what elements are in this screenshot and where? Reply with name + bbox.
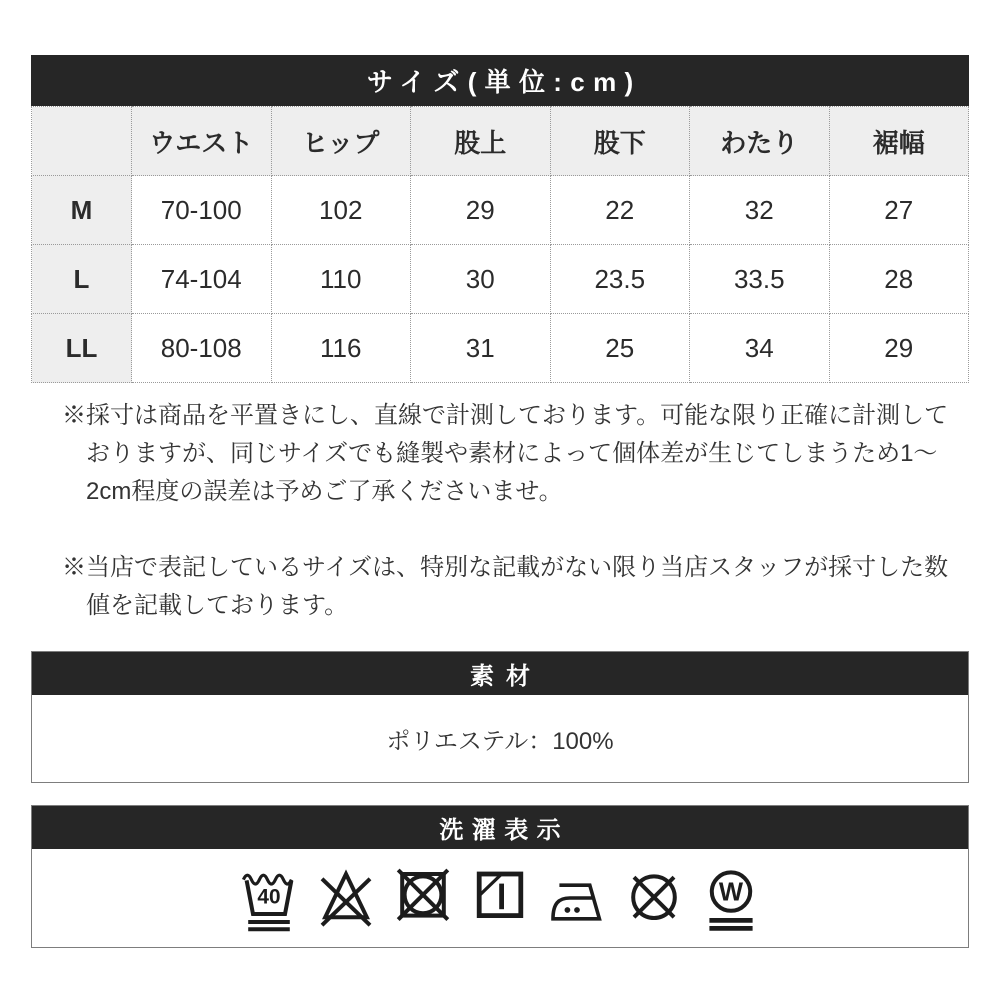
care-title: 洗濯表示 [439, 817, 569, 844]
do-not-bleach-icon [314, 861, 378, 935]
do-not-dry-clean-icon [622, 861, 686, 935]
size-label-m: M [32, 176, 132, 245]
cell-l-rise: 30 [411, 245, 551, 314]
cell-l-waist: 74-104 [132, 245, 272, 314]
table-header-row [32, 107, 969, 176]
table-row-l [32, 245, 969, 314]
column-header-inseam: 股下 [550, 107, 690, 176]
column-header-rise: 股上 [411, 107, 551, 176]
material-body [32, 695, 968, 782]
cell-l-inseam: 23.5 [550, 245, 690, 314]
column-header-waist: ウエスト [132, 107, 272, 176]
size-table [31, 106, 969, 383]
cell-ll-inseam: 25 [550, 314, 690, 383]
do-not-tumble-dry-icon [391, 861, 455, 935]
note-staff-measured [31, 549, 969, 625]
note-marker: ※ [62, 402, 86, 429]
material-title: 素材 [470, 663, 542, 690]
cell-m-thigh: 32 [690, 176, 830, 245]
wet-clean-letter: W [718, 878, 744, 907]
cell-m-waist: 70-100 [132, 176, 272, 245]
cell-l-hem: 28 [829, 245, 969, 314]
material-section [31, 651, 969, 783]
table-row-m [32, 176, 969, 245]
cell-m-rise: 29 [411, 176, 551, 245]
care-header-bar [32, 806, 968, 849]
wash-40c-mild-icon [237, 861, 301, 935]
note-text: 採寸は商品を平置きにし、直線で計測しております。可能な限り正確に計測しておりますが、同じサイズでも縫製や素材によって個体差が生じてしまうため1〜2cm程度の誤差は予めご了承くださいませ。 [86, 402, 949, 505]
cell-ll-waist: 80-108 [132, 314, 272, 383]
column-header-thigh: わたり [690, 107, 830, 176]
cell-l-hip: 110 [271, 245, 411, 314]
size-section-header-bar [31, 55, 969, 106]
column-header-hem: 裾幅 [829, 107, 969, 176]
measurement-notes [31, 397, 969, 625]
table-corner-cell [32, 107, 132, 176]
size-label-l: L [32, 245, 132, 314]
table-row-ll [32, 314, 969, 383]
size-label-ll: LL [32, 314, 132, 383]
cell-ll-hip: 116 [271, 314, 411, 383]
cell-m-hem: 27 [829, 176, 969, 245]
material-content: ポリエステル：100% [386, 728, 614, 755]
cell-l-thigh: 33.5 [690, 245, 830, 314]
drip-dry-in-shade-icon [468, 861, 532, 935]
column-header-hip: ヒップ [271, 107, 411, 176]
note-measurement-disclaimer [31, 397, 969, 511]
cell-ll-thigh: 34 [690, 314, 830, 383]
wet-clean-very-mild-icon [699, 861, 763, 935]
wash-temp-label: 40 [257, 885, 281, 909]
iron-medium-two-dots-icon [545, 861, 609, 935]
cell-m-inseam: 22 [550, 176, 690, 245]
material-header-bar [32, 652, 968, 695]
content-area [31, 55, 969, 948]
cell-m-hip: 102 [271, 176, 411, 245]
note-text: 当店で表記しているサイズは、特別な記載がない限り当店スタッフが採寸した数値を記載しております。 [86, 554, 949, 619]
note-marker: ※ [62, 554, 86, 581]
size-section-title: サイズ(単位:cm) [366, 67, 642, 97]
care-section [31, 805, 969, 948]
care-symbols-row [32, 849, 968, 947]
cell-ll-rise: 31 [411, 314, 551, 383]
cell-ll-hem: 29 [829, 314, 969, 383]
